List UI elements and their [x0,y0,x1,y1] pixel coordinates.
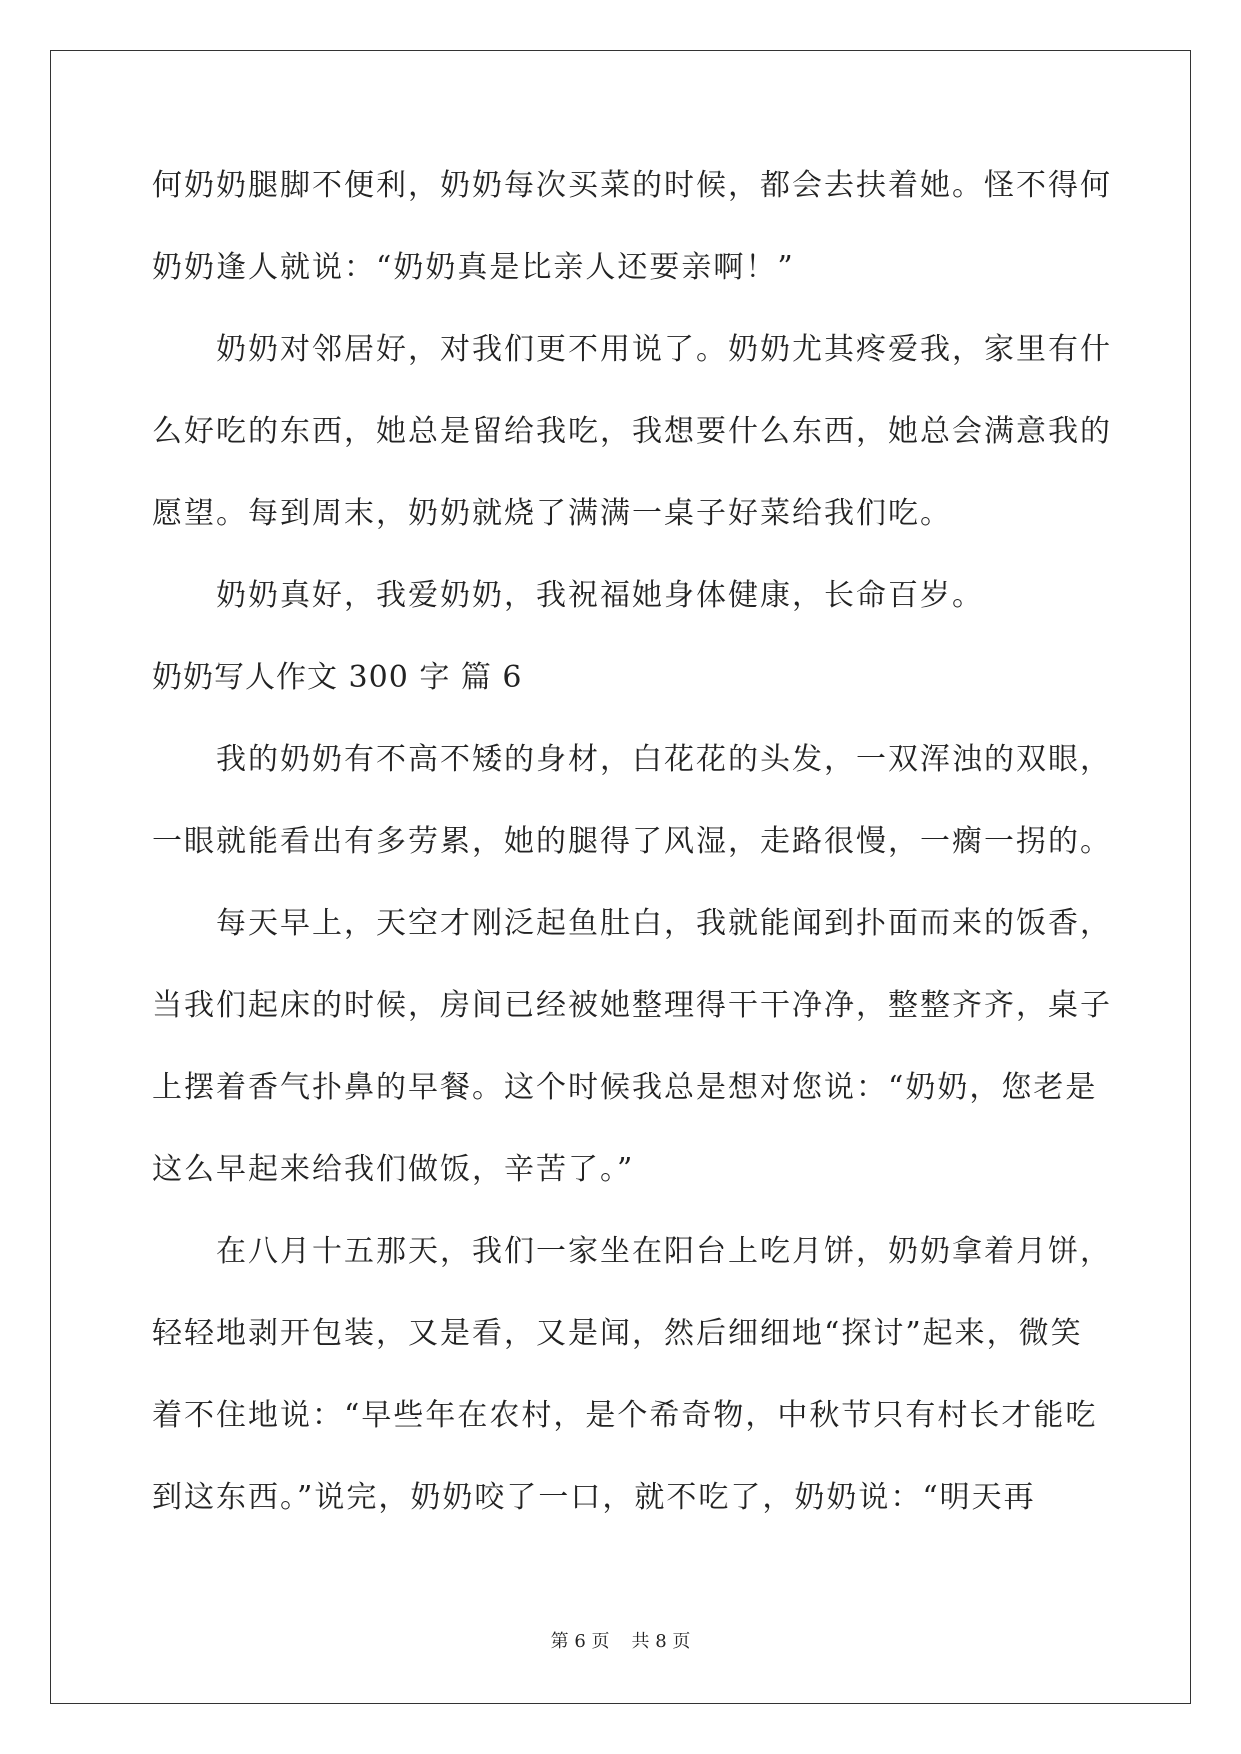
text-line: 到这东西。”说完，奶奶咬了一口，就不吃了，奶奶说：“明天再 [152,1480,1036,1515]
text-line: 上摆着香气扑鼻的早餐。这个时候我总是想对您说：“奶奶，您老是 [152,1070,1098,1105]
page-number-total: 共 8 页 [631,1631,691,1652]
text-line: 一眼就能看出有多劳累，她的腿得了风湿，走路很慢，一瘸一拐的。 [152,824,1112,859]
paragraph-start-line: 每天早上，天空才刚泛起鱼肚白，我就能闻到扑面而来的饭香， [216,906,1112,941]
text-line: 当我们起床的时候，房间已经被她整理得干干净净，整整齐齐，桌子 [152,988,1112,1023]
page-number-current: 第 6 页 [550,1631,610,1652]
paragraph-start-line: 奶奶真好，我爱奶奶，我祝福她身体健康，长命百岁。 [216,578,984,613]
page-footer [0,1627,1241,1653]
text-line: 么好吃的东西，她总是留给我吃，我想要什么东西，她总会满意我的 [152,414,1112,449]
text-line: 何奶奶腿脚不便利，奶奶每次买菜的时候，都会去扶着她。怪不得何 [152,168,1112,203]
text-line: 这么早起来给我们做饭，辛苦了。” [152,1152,635,1187]
paragraph-start-line: 奶奶对邻居好，对我们更不用说了。奶奶尤其疼爱我，家里有什 [216,332,1112,367]
paragraph-start-line: 我的奶奶有不高不矮的身材，白花花的头发，一双浑浊的双眼， [216,742,1112,777]
text-line: 奶奶逢人就说：“奶奶真是比亲人还要亲啊！” [152,250,795,285]
section-heading: 奶奶写人作文 300 字 篇 6 [152,660,523,695]
text-line: 着不住地说：“早些年在农村，是个希奇物，中秋节只有村长才能吃 [152,1398,1098,1433]
paragraph-start-line: 在八月十五那天，我们一家坐在阳台上吃月饼，奶奶拿着月饼， [216,1234,1112,1269]
document-body [152,145,1112,1539]
text-line: 轻轻地剥开包装，又是看，又是闻，然后细细地“探讨”起来，微笑 [152,1316,1083,1351]
text-line: 愿望。每到周末，奶奶就烧了满满一桌子好菜给我们吃。 [152,496,952,531]
